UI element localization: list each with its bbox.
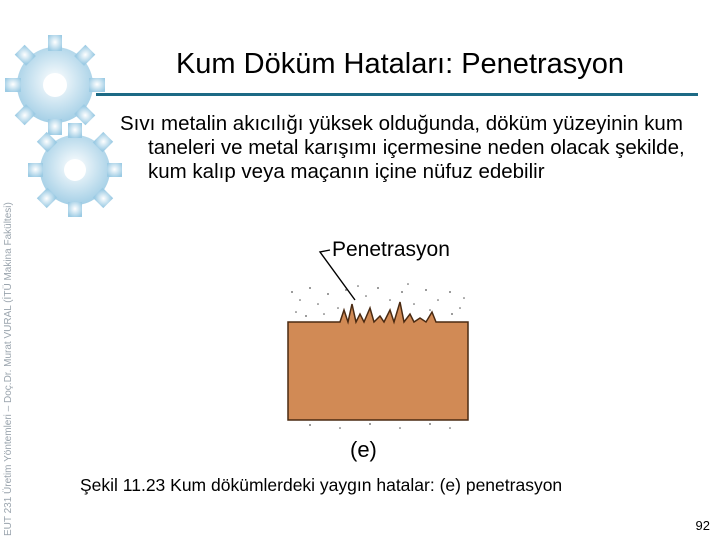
penetration-figure xyxy=(280,230,500,470)
body-text: Sıvı metalin akıcılığı yüksek olduğunda, döküm yüzeyinin kum taneleri ve metal karışımı içermesine neden olacak şekilde, kum kalıp veya maçanın içine nüfuz edebilir xyxy=(120,112,685,183)
metal-casting xyxy=(288,302,468,420)
slide-title: Kum Döküm Hataları: Penetrasyon xyxy=(175,48,625,80)
body-paragraph xyxy=(120,112,705,184)
figure-caption: Şekil 11.23 Kum dökümlerdeki yaygın hatalar: (e) penetrasyon xyxy=(80,475,563,495)
penetration-label: Penetrasyon xyxy=(332,238,450,261)
side-author-text: EUT 231 Üretim Yöntemleri – Doç.Dr. Murat VURAL (İTÜ Makina Fakültesi) xyxy=(3,202,14,536)
page-number: 92 xyxy=(695,518,710,533)
title-divider xyxy=(96,93,698,96)
figure-sub-label: (e) xyxy=(350,437,377,462)
